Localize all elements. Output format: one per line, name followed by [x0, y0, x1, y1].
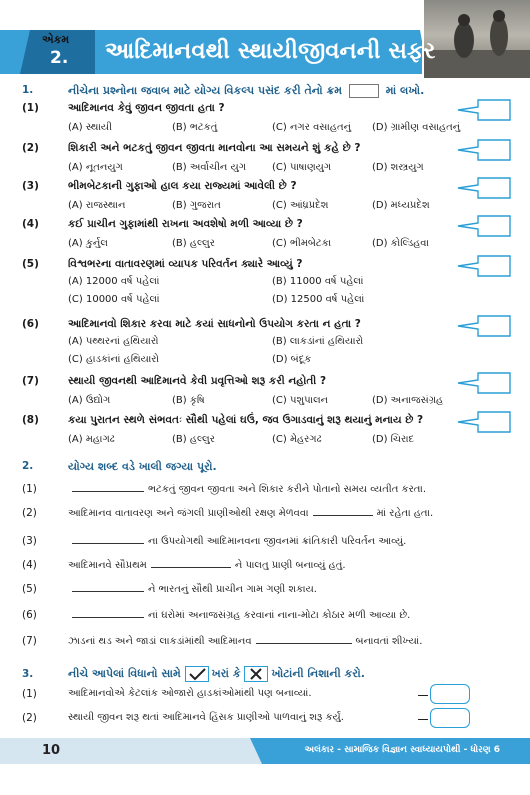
question-number: (6)	[22, 318, 39, 330]
book-title: અલંકાર - સામાજિક વિજ્ઞાન સ્વાધ્યાયપોથી - ધોરણ 6	[304, 745, 500, 755]
question-text: સ્થાયી જીવનથી આદિમાનવે કેવી પ્રવૃત્તિઓ શરૂ કરી નહોતી ?	[68, 375, 327, 387]
sentence-after: ના ઉપયોગથી આદિમાનવના જીવનમાં ક્રાંતિકારી પરિવર્તન આવ્યું.	[148, 536, 407, 547]
section-1-number: 1.	[22, 84, 34, 96]
option-item: (C) નગર વસાહતનું	[272, 122, 352, 133]
question-text: આદિમાનવ કેવું જીવન જીવતા હતા ?	[68, 102, 225, 114]
sentence-before: ઝાડનાં થડ અને જાડાં લાકડાંમાંથી આદિમાનવ	[68, 636, 252, 647]
fill-blank-sentence	[68, 583, 317, 595]
section-1-instruction-b: માં લખો.	[385, 84, 425, 97]
option-item: (B) ભટકતું	[172, 122, 218, 133]
option-item: (B) લાકડાંનાં હથિયારો	[272, 336, 364, 347]
option-item: (A) કુર્નુલ	[68, 238, 108, 249]
option-item: (A) 12000 વર્ષ પહેલાં	[68, 276, 160, 287]
statement-text: સ્થાયી જીવન શરૂ થતાં આદિમાનવે હિંસક પ્રાણીઓ પાળવાનું શરૂ કર્યું.	[68, 712, 344, 723]
option-item: (C) મેહરગઢ	[272, 434, 322, 445]
sentence-after: માં રહેતા હતા.	[376, 508, 434, 519]
false-label: ખોટાંની નિશાની કરો.	[271, 667, 365, 680]
blank-item-number: (5)	[22, 583, 37, 595]
option-item: (D) શસ્ત્રયુગ	[372, 162, 424, 173]
answer-box[interactable]	[456, 176, 512, 200]
check-mark-icon	[185, 666, 209, 682]
section-1-instruction	[68, 84, 424, 98]
option-item: (D) બંદૂક	[272, 354, 312, 365]
option-item: (A) ઉદ્યોગ	[68, 395, 111, 406]
statement-number: (2)	[22, 712, 37, 724]
sentence-after: ને પાલતુ પ્રાણી બનાવ્યું હતું.	[234, 560, 346, 571]
answer-box[interactable]	[456, 98, 512, 122]
section-1-instruction-a: નીચેના પ્રશ્નોના જવાબ માટે યોગ્ય વિકલ્પ પસંદ કરી તેનો ક્રમ	[68, 84, 343, 97]
question-text: આદિમાનવો શિકાર કરવા માટે કયાં સાધનોનો ઉપયોગ કરતા ન હતા ?	[68, 318, 361, 330]
sentence-after: ને ભારતનું સૌથી પ્રાચીન ગામ ગણી શકાય.	[148, 584, 317, 595]
option-item: (D) મધ્યપ્રદેશ	[372, 200, 430, 211]
question-text: કઈ પ્રાચીન ગુફામાંથી રાખના અવશેષો મળી આવ્યા છે ?	[68, 218, 303, 230]
question-text: શિકારી અને ભટકતું જીવન જીવતા માનવોના આ સમયને શું કહે છે ?	[68, 142, 361, 154]
question-number: (5)	[22, 258, 39, 270]
answer-box[interactable]	[456, 371, 512, 395]
option-item: (D) ચિરાદ	[372, 434, 415, 445]
option-item: (A) મહાગઢ	[68, 434, 115, 445]
option-item: (C) ભીમબેટકા	[272, 238, 332, 249]
option-item: (A) પથ્થરનાં હથિયારો	[68, 336, 159, 347]
blank-line[interactable]	[72, 483, 144, 492]
answer-box[interactable]	[456, 410, 512, 434]
section-3-instruction-a: નીચે આપેલાં વિધાનો સામે	[68, 667, 181, 680]
section-3-number: 3.	[22, 668, 34, 680]
blank-item-number: (2)	[22, 507, 37, 519]
question-number: (2)	[22, 142, 39, 154]
option-item: (C) 10000 વર્ષ પહેલાં	[68, 294, 160, 305]
blank-line[interactable]	[72, 583, 144, 592]
answer-box[interactable]	[456, 314, 512, 338]
answer-sample-box	[349, 84, 379, 98]
option-item: (B) 11000 વર્ષ પહેલાં	[272, 276, 364, 287]
page-title: આદિમાનવથી સ્થાયીજીવનની સફર	[105, 38, 436, 64]
blank-item-number: (6)	[22, 609, 37, 621]
dash-connector	[418, 695, 428, 696]
question-text: ભીમબેટકાની ગુફાઓ હાલ કયા રાજ્યમાં આવેલી છે ?	[68, 180, 297, 192]
option-item: (C) પશુપાલન	[272, 395, 329, 406]
question-number: (4)	[22, 218, 39, 230]
option-item: (B) હલ્લુર	[172, 238, 215, 249]
dash-connector	[418, 719, 428, 720]
sentence-after: નાં ઘરોમાં અનાજસંગ્રહ કરવાનાં નાના-મોટા કોઠાર મળી આવ્યા છે.	[148, 610, 411, 621]
option-item: (A) સ્થાયી	[68, 122, 112, 133]
option-item: (B) કૃષિ	[172, 395, 205, 406]
option-item: (D) કોલ્ડિહવા	[372, 238, 429, 249]
statement-text: આદિમાનવોએ કેટલાંક ઓજારો હાડકાંઓમાંથી પણ બનાવ્યાં.	[68, 688, 312, 699]
sentence-before: આદિમાનવે સૌપ્રથમ	[68, 560, 147, 571]
question-text: વિશ્વભરના વાતાવરણમાં વ્યાપક પરિવર્તન ક્યારે આવ્યું ?	[68, 258, 303, 270]
option-item: (C) હાડકાંનાં હથિયારો	[68, 354, 159, 365]
fill-blank-sentence	[68, 609, 410, 621]
sentence-after: બનાવતાં શીખ્યાં.	[355, 636, 423, 647]
option-item: (D) 12500 વર્ષ પહેલાં	[272, 294, 365, 305]
true-false-answer-box[interactable]	[430, 684, 470, 704]
section-2-instruction: યોગ્ય શબ્દ વડે ખાલી જગ્યા પૂરો.	[68, 460, 217, 473]
answer-box[interactable]	[456, 138, 512, 162]
blank-item-number: (3)	[22, 535, 37, 547]
option-item: (A) નૂતનયુગ	[68, 162, 123, 173]
question-number: (8)	[22, 414, 39, 426]
option-item: (B) અર્વાચીન યુગ	[172, 162, 247, 173]
question-number: (3)	[22, 180, 39, 192]
option-item: (D) ગ્રામીણ વસાહતનું	[372, 122, 461, 133]
blank-line[interactable]	[72, 535, 144, 544]
true-label: ખરાં કે	[211, 667, 241, 680]
unit-label: એકમ	[42, 33, 70, 46]
question-text: કયા પુરાતન સ્થળે સંભવતઃ સૌથી પહેલાં ઘઉં, જવ ઉગાડવાનું શરૂ થયાનું મનાય છે ?	[68, 414, 424, 426]
true-false-answer-box[interactable]	[430, 708, 470, 728]
fill-blank-sentence	[68, 559, 346, 571]
blank-item-number: (7)	[22, 635, 37, 647]
blank-item-number: (4)	[22, 559, 37, 571]
blank-item-number: (1)	[22, 483, 37, 495]
section-3-instruction	[68, 666, 365, 682]
sentence-after: ભટકતું જીવન જીવતા અને શિકાર કરીને પોતાનો સમય વ્યતીત કરતા.	[148, 484, 427, 495]
sentence-before: આદિમાનવ વાતાવરણ અને જંગલી પ્રાણીઓથી રક્ષણ મેળવવા	[68, 508, 309, 519]
section-2-number: 2.	[22, 460, 34, 472]
option-item: (A) રાજસ્થાન	[68, 200, 126, 211]
fill-blank-sentence	[68, 635, 422, 647]
cross-mark-icon	[244, 666, 268, 682]
header-photo	[422, 0, 530, 78]
blank-line[interactable]	[256, 635, 352, 644]
option-item: (C) પાષાણયુગ	[272, 162, 332, 173]
unit-number: 2.	[50, 48, 69, 68]
question-number: (7)	[22, 375, 39, 387]
fill-blank-sentence	[68, 483, 426, 495]
option-item: (B) ગુજરાત	[172, 200, 221, 211]
blank-line[interactable]	[313, 507, 373, 516]
blank-line[interactable]	[151, 559, 231, 568]
blank-line[interactable]	[72, 609, 144, 618]
answer-box[interactable]	[456, 254, 512, 278]
question-number: (1)	[22, 102, 39, 114]
page-number: 10	[42, 743, 61, 758]
option-item: (D) અનાજસંગ્રહ	[372, 395, 444, 406]
option-item: (C) આંધ્રપ્રદેશ	[272, 200, 329, 211]
option-item: (B) હલ્લુર	[172, 434, 215, 445]
fill-blank-sentence	[68, 535, 406, 547]
fill-blank-sentence	[68, 507, 433, 519]
answer-box[interactable]	[456, 214, 512, 238]
statement-number: (1)	[22, 688, 37, 700]
